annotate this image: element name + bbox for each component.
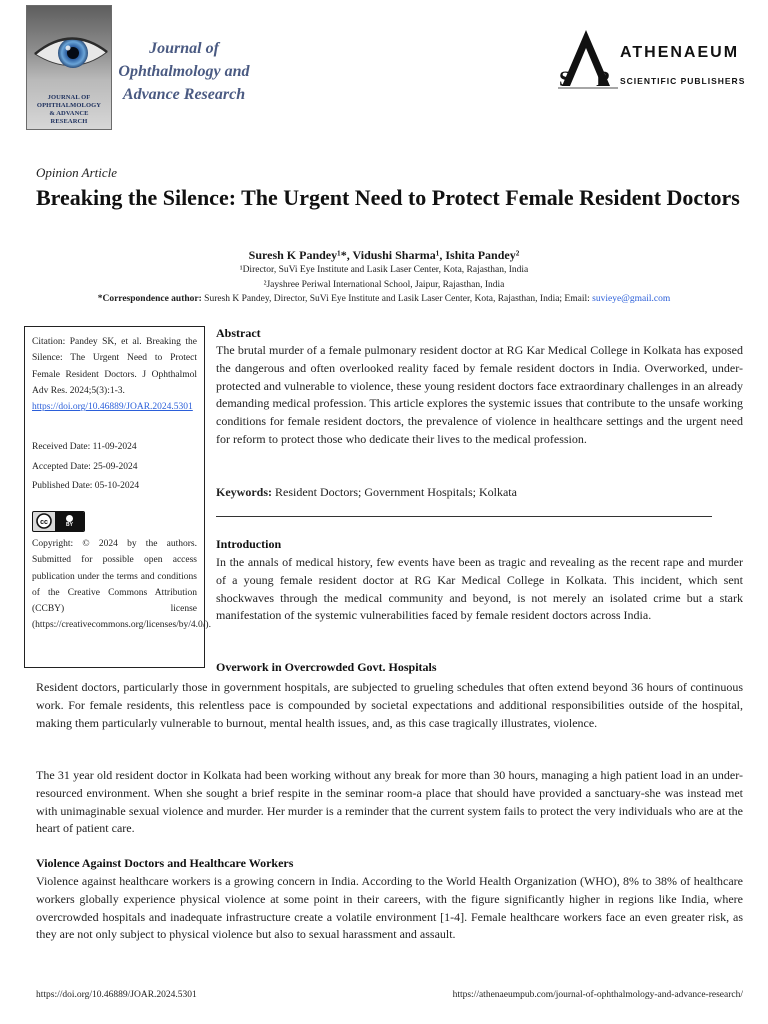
keywords: [216, 484, 743, 502]
journal-title: Journal of Ophthalmology and Advance Research: [118, 40, 250, 103]
publisher-subtitle: SCIENTIFIC PUBLISHERS: [620, 76, 746, 86]
author-list: Suresh K Pandey¹*, Vidushi Sharma¹, Ishita Pandey²: [248, 248, 520, 262]
footer-doi-link[interactable]: https://doi.org/10.46889/JOAR.2024.5301: [36, 990, 197, 1000]
section-divider: [216, 516, 712, 517]
violence-paragraph-1: Violence against healthcare workers is a growing concern in India. According to the World Health Organization (WHO), 8% to 38% of healthcare workers globally experience physical violence at some point in their careers, with the figure significantly higher in regions like India, where overcrowded hospitals and inadequate infrastructure create a volatile environment [1-4]. Female healthcare workers face an even greater risk, as they are not only subject to physical violence but also to sexual harassment and assault.: [36, 874, 743, 942]
creative-commons-icon: [33, 512, 55, 531]
cc-by-license-icon[interactable]: [32, 511, 85, 532]
keywords-label: Keywords:: [216, 485, 272, 499]
correspondence: [0, 294, 768, 304]
svg-text:S: S: [559, 66, 572, 90]
article-type: Opinion Article: [36, 165, 118, 180]
svg-text:cc: cc: [40, 519, 48, 527]
correspondence-label: *Correspondence author:: [97, 294, 202, 304]
overwork-heading: Overwork in Overcrowded Govt. Hospitals: [216, 660, 437, 674]
keywords-list: Resident Doctors; Government Hospitals; Kolkata: [272, 485, 517, 499]
publisher-name: ATHENAEUM: [620, 44, 740, 61]
journal-logo-text: JOURNAL OF OPHTHALMOLOGY & ADVANCE RESEARCH: [36, 94, 102, 125]
footer-journal-url-link[interactable]: https://athenaeumpub.com/journal-of-ophthalmology-and-advance-research/: [452, 990, 743, 1000]
publisher-logo-icon: [556, 28, 620, 90]
affiliation-2: ²Jayshree Periwal International School, Jaipur, Rajasthan, India: [263, 280, 505, 290]
journal-logo: [26, 5, 112, 130]
eye-icon: [33, 24, 109, 82]
accepted-date: Accepted Date: 25-09-2024: [32, 461, 138, 472]
cc-by-label: BY: [66, 521, 73, 528]
published-date: Published Date: 05-10-2024: [32, 481, 140, 492]
overwork-paragraph-2: The 31 year old resident doctor in Kolkata had been working without any break for more than 30 hours, managing a high patient load in an under-resourced environment. When she sought a brief respite in the seminar room-a place that should have provided a sanctuary-she was instead met with unimaginable sexual violence and murder. Her murder is a reminder that the current system fails to protect the very individuals who are at the heart of patient care.: [36, 768, 743, 836]
citation-doi-link[interactable]: https://doi.org/10.46889/JOAR.2024.5301: [32, 402, 193, 413]
svg-text:P: P: [596, 66, 610, 90]
abstract-heading: Abstract: [216, 326, 261, 340]
introduction-heading: Introduction: [216, 537, 282, 551]
attribution-icon: [55, 512, 84, 531]
article-dates: [32, 438, 197, 497]
introduction-body: In the annals of medical history, few events have been as tragic and revealing as the recent rape and murder of a young female resident doctor at RG Kar Medical College in Kolkata. This incident, which sent shockwaves through the medical community and beyond, is not merely an isolated crime but a stark manifestation of the systemic vulnerabilities faced by female resident doctors across India.: [216, 555, 743, 623]
copyright-notice: Copyright: © 2024 by the authors. Submitted for possible open access publication under the terms and conditions of the Creative Commons Attribution (CCBY) license (https://creativecommons.org/licenses/by/4.0/).: [32, 538, 211, 631]
violence-heading: Violence Against Doctors and Healthcare Workers: [36, 856, 294, 870]
correspondence-text: Suresh K Pandey, Director, SuVi Eye Institute and Lasik Laser Center, Kota, Rajasthan, India; Email:: [201, 294, 593, 304]
citation: Citation: Pandey SK, et al. Breaking the Silence: The Urgent Need to Protect Female Resident Doctors. J Ophthalmol Adv Res. 2024;5(3):1-3.: [32, 337, 197, 396]
affiliation-1: ¹Director, SuVi Eye Institute and Lasik Laser Center, Kota, Rajasthan, India: [239, 265, 529, 275]
overwork-paragraph-1: Resident doctors, particularly those in government hospitals, are subjected to grueling schedules that often extend beyond 36 hours of continuous work. For female residents, this relentless pace is compounded by societal expectations and additional responsibilities outside of the hospital, making them particularly vulnerable to burnout, mental health issues, and, as this case tragically illustrates, violence.: [36, 680, 743, 730]
received-date: Received Date: 11-09-2024: [32, 442, 137, 453]
article-info-box: [24, 326, 211, 668]
correspondence-email-link[interactable]: suvieye@gmail.com: [592, 294, 671, 304]
abstract-body: The brutal murder of a female pulmonary resident doctor at RG Kar Medical College in Kolkata has exposed the dangerous and often overlooked reality faced by female resident doctors in India. Overworked, under-protected and vulnerable to violence, these young resident doctors face extraordinary challenges in an already demanding medical profession. This article explores the systemic issues that contribute to the unsafe working conditions for female resident doctors, the prevalence of violence in healthcare settings and the urgent need for reform to protect those who dedicate their lives to the medical profession.: [216, 343, 743, 446]
article-title: Breaking the Silence: The Urgent Need to Protect Female Resident Doctors: [36, 185, 740, 210]
